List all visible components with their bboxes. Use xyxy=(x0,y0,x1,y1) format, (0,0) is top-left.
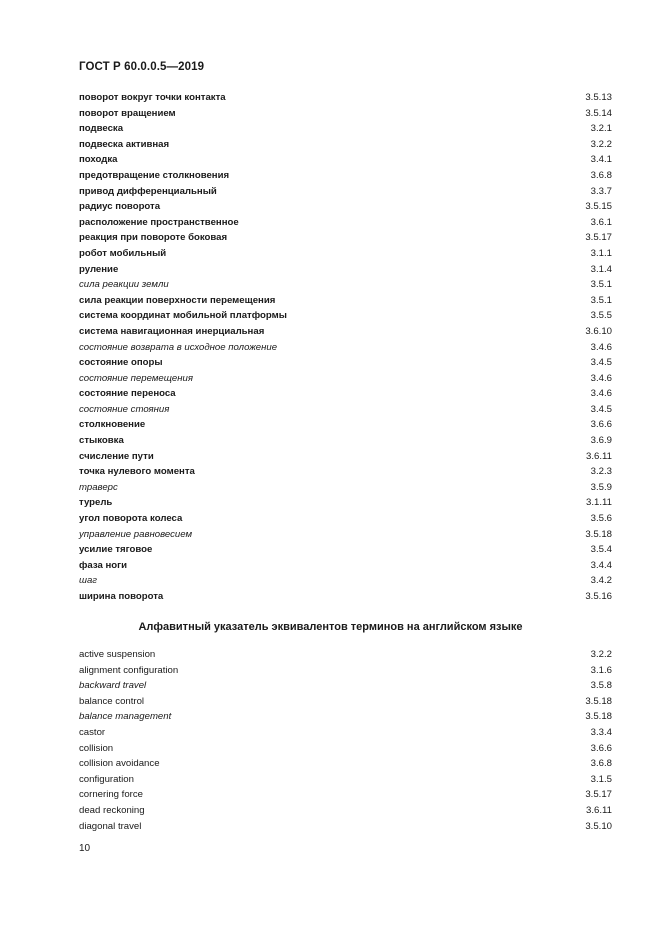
index-entry xyxy=(79,199,612,215)
index-entry xyxy=(79,106,612,122)
index-reference: 3.5.18 xyxy=(585,695,612,707)
index-reference: 3.5.4 xyxy=(590,544,612,556)
index-entry xyxy=(79,772,612,788)
index-term: реакция при повороте боковая xyxy=(79,232,228,244)
index-term: счисление пути xyxy=(79,450,154,462)
index-term: робот мобильный xyxy=(79,247,167,259)
index-term: походка xyxy=(79,154,118,166)
index-reference: 3.4.6 xyxy=(590,388,612,400)
index-term: configuration xyxy=(79,773,134,785)
index-term: сила реакции земли xyxy=(79,279,169,291)
index-term: состояние опоры xyxy=(79,357,163,369)
index-entry xyxy=(79,277,612,293)
index-term: backward travel xyxy=(79,680,147,692)
index-reference: 3.1.5 xyxy=(590,773,612,785)
index-term: фаза ноги xyxy=(79,559,128,571)
index-term: состояние возврата в исходное положение xyxy=(79,341,278,353)
index-entry xyxy=(79,324,612,340)
index-entry xyxy=(79,589,612,605)
index-reference: 3.1.6 xyxy=(590,664,612,676)
index-entry xyxy=(79,663,612,679)
index-entry xyxy=(79,694,612,710)
russian-term-index xyxy=(79,90,612,605)
index-entry xyxy=(79,756,612,772)
index-reference: 3.6.8 xyxy=(590,169,612,181)
index-term: состояние перемещения xyxy=(79,372,194,384)
english-term-index xyxy=(79,647,612,834)
index-entry xyxy=(79,511,612,527)
index-term: cornering force xyxy=(79,789,143,801)
index-term: стыковка xyxy=(79,435,124,447)
index-reference: 3.6.8 xyxy=(590,758,612,770)
index-term: управление равновесием xyxy=(79,528,193,540)
index-reference: 3.4.6 xyxy=(590,372,612,384)
index-term: поворот вокруг точки контакта xyxy=(79,92,226,103)
index-reference: 3.2.2 xyxy=(590,649,612,660)
index-reference: 3.2.1 xyxy=(590,123,612,135)
index-term: угол поворота колеса xyxy=(79,513,183,525)
index-reference: 3.4.5 xyxy=(590,403,612,415)
index-term: привод дифференциальный xyxy=(79,185,217,197)
index-term: сила реакции поверхности перемещения xyxy=(79,294,276,306)
index-entry xyxy=(79,527,612,543)
index-entry xyxy=(79,495,612,511)
index-entry xyxy=(79,246,612,262)
index-entry xyxy=(79,371,612,387)
index-term: траверс xyxy=(79,481,118,493)
index-entry xyxy=(79,152,612,168)
index-reference: 3.5.18 xyxy=(585,711,612,723)
index-term: поворот вращением xyxy=(79,107,176,119)
index-term: collision avoidance xyxy=(79,758,160,770)
index-term: active suspension xyxy=(79,649,156,660)
index-term: турель xyxy=(79,497,113,509)
index-reference: 3.5.16 xyxy=(585,591,612,602)
index-entry xyxy=(79,184,612,200)
index-reference: 3.3.4 xyxy=(590,726,612,738)
index-term: dead reckoning xyxy=(79,804,145,816)
index-entry xyxy=(79,308,612,324)
index-entry xyxy=(79,573,612,589)
index-entry xyxy=(79,449,612,465)
index-term: состояние стояния xyxy=(79,403,170,415)
index-term: balance control xyxy=(79,695,145,707)
document-header: ГОСТ Р 60.0.0.5—2019 xyxy=(79,61,205,73)
index-reference: 3.4.1 xyxy=(590,154,612,166)
index-reference: 3.6.9 xyxy=(590,435,612,447)
index-reference: 3.5.1 xyxy=(590,294,612,306)
index-reference: 3.3.7 xyxy=(590,185,612,197)
index-reference: 3.5.17 xyxy=(585,232,612,244)
index-entry xyxy=(79,803,612,819)
index-term: предотвращение столкновения xyxy=(79,169,230,181)
index-entry xyxy=(79,480,612,496)
index-term: руление xyxy=(79,263,119,275)
index-term: подвеска xyxy=(79,123,124,135)
index-reference: 3.4.5 xyxy=(590,357,612,369)
index-term: столкновение xyxy=(79,419,146,431)
index-term: collision xyxy=(79,742,114,754)
index-entry xyxy=(79,542,612,558)
index-reference: 3.5.9 xyxy=(590,481,612,493)
index-term: подвеска активная xyxy=(79,138,170,150)
index-reference: 3.5.8 xyxy=(590,680,612,692)
index-entry xyxy=(79,355,612,371)
index-entry xyxy=(79,168,612,184)
index-entry xyxy=(79,787,612,803)
index-entry xyxy=(79,647,612,663)
index-reference: 3.4.4 xyxy=(590,559,612,571)
index-entry xyxy=(79,121,612,137)
index-reference: 3.6.1 xyxy=(590,216,612,228)
index-reference: 3.2.2 xyxy=(590,138,612,150)
index-reference: 3.6.11 xyxy=(586,450,612,462)
index-reference: 3.5.10 xyxy=(585,820,612,832)
index-term: радиус поворота xyxy=(79,201,161,213)
index-entry xyxy=(79,433,612,449)
index-entry xyxy=(79,741,612,757)
index-reference: 3.5.13 xyxy=(585,92,612,103)
index-term: система навигационная инерциальная xyxy=(79,325,265,337)
index-reference: 3.5.1 xyxy=(590,279,612,291)
index-reference: 3.1.11 xyxy=(586,497,612,509)
index-entry xyxy=(79,725,612,741)
index-entry xyxy=(79,464,612,480)
index-reference: 3.6.11 xyxy=(586,804,612,816)
index-term: castor xyxy=(79,726,106,738)
index-entry xyxy=(79,90,612,106)
page-number: 10 xyxy=(79,843,91,854)
index-term: diagonal travel xyxy=(79,820,142,832)
index-entry xyxy=(79,230,612,246)
index-reference: 3.5.18 xyxy=(585,528,612,540)
index-term: точка нулевого момента xyxy=(79,466,195,478)
index-reference: 3.1.4 xyxy=(590,263,612,275)
index-reference: 3.6.6 xyxy=(590,419,612,431)
index-entry xyxy=(79,709,612,725)
index-term: расположение пространственное xyxy=(79,216,239,228)
index-entry xyxy=(79,215,612,231)
index-term: система координат мобильной платформы xyxy=(79,310,287,322)
index-reference: 3.5.5 xyxy=(590,310,612,322)
index-entry xyxy=(79,262,612,278)
index-entry xyxy=(79,558,612,574)
index-term: усилие тяговое xyxy=(79,544,153,556)
index-reference: 3.5.14 xyxy=(585,107,612,119)
index-reference: 3.4.6 xyxy=(590,341,612,353)
index-reference: 3.4.2 xyxy=(590,575,612,587)
index-reference: 3.2.3 xyxy=(590,466,612,478)
index-reference: 3.6.10 xyxy=(585,325,612,337)
index-reference: 3.5.15 xyxy=(585,201,612,213)
index-term: balance management xyxy=(79,711,172,723)
index-entry xyxy=(79,402,612,418)
index-term: alignment configuration xyxy=(79,664,179,676)
index-term: шаг xyxy=(79,575,98,587)
index-reference: 3.5.17 xyxy=(585,789,612,801)
index-reference: 3.6.6 xyxy=(590,742,612,754)
index-entry xyxy=(79,293,612,309)
index-entry xyxy=(79,340,612,356)
index-term: состояние переноса xyxy=(79,388,176,400)
index-entry xyxy=(79,417,612,433)
index-reference: 3.5.6 xyxy=(590,513,612,525)
index-entry xyxy=(79,137,612,153)
index-entry xyxy=(79,678,612,694)
index-term: ширина поворота xyxy=(79,591,164,602)
index-reference: 3.1.1 xyxy=(590,247,612,259)
index-entry xyxy=(79,819,612,835)
english-index-title: Алфавитный указатель эквивалентов терминов на английском языке xyxy=(138,621,523,633)
index-entry xyxy=(79,386,612,402)
